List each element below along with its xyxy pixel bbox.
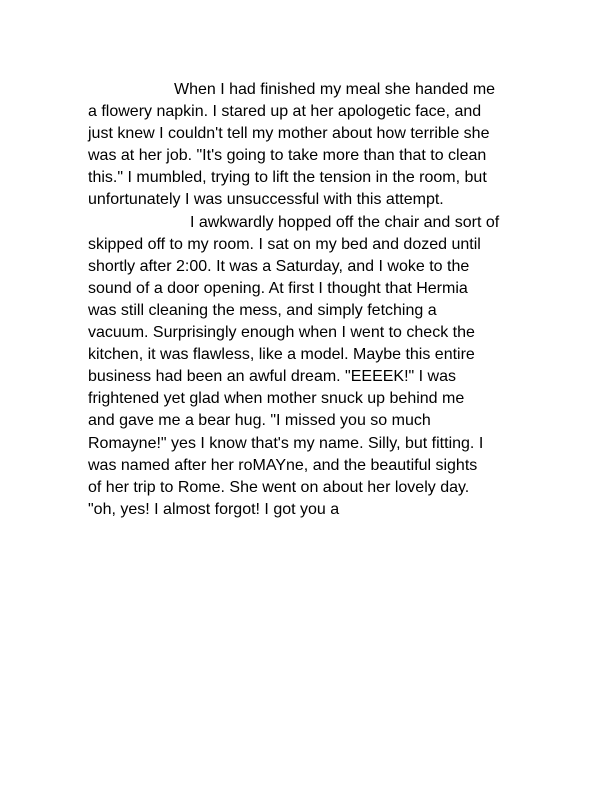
text-line: business had been an awful dream. "EEEEK!" I was xyxy=(88,368,457,386)
text-line: just knew I couldn't tell my mother about how terrible she xyxy=(88,125,490,143)
text-line: this." I mumbled, trying to lift the tension in the room, but xyxy=(88,169,487,187)
text-line: and gave me a bear hug. "I missed you so much xyxy=(88,412,431,430)
text-line: sound of a door opening. At first I thought that Hermia xyxy=(88,279,468,297)
text-line: "oh, yes! I almost forgot! I got you a xyxy=(88,500,340,518)
text-line: vacuum. Surprisingly enough when I went to check the xyxy=(88,324,475,342)
text-line: skipped off to my room. I sat on my bed and dozed until xyxy=(88,235,481,253)
text-line: was at her job. "It's going to take more than that to clean xyxy=(88,147,487,165)
text-line: a flowery napkin. I stared up at her apologetic face, and xyxy=(88,103,482,121)
text-line: frightened yet glad when mother snuck up behind me xyxy=(88,390,465,408)
document-text xyxy=(88,79,548,521)
text-line: I awkwardly hopped off the chair and sort of xyxy=(190,213,500,231)
text-line: of her trip to Rome. She went on about her lovely day. xyxy=(88,478,470,496)
text-line: was still cleaning the mess, and simply fetching a xyxy=(88,301,437,319)
text-line: kitchen, it was flawless, like a model. Maybe this entire xyxy=(88,346,475,364)
text-line: unfortunately I was unsuccessful with this attempt. xyxy=(88,191,444,209)
text-line: shortly after 2:00. It was a Saturday, and I woke to the xyxy=(88,257,470,275)
text-line: Romayne!" yes I know that's my name. Silly, but fitting. I xyxy=(88,434,484,452)
text-line: When I had finished my meal she handed me xyxy=(174,81,496,98)
text-line: was named after her roMAYne, and the beautiful sights xyxy=(88,456,478,474)
